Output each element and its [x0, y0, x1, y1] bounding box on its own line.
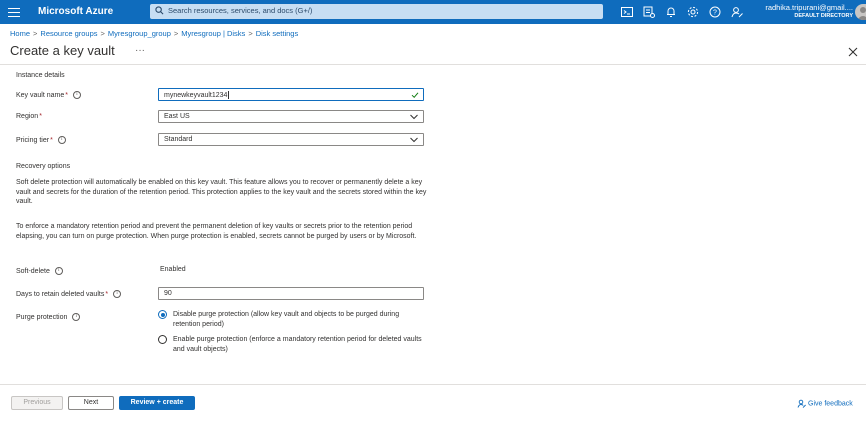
pricing-tier-value: Standard	[164, 136, 193, 143]
radio-unselected-icon[interactable]	[158, 335, 167, 344]
footer-divider	[0, 384, 866, 385]
required-marker: *	[65, 91, 68, 99]
radio-selected-icon[interactable]	[158, 310, 167, 319]
required-marker: *	[50, 136, 53, 144]
pricing-tier-dropdown[interactable]	[158, 133, 424, 146]
account-directory: DEFAULT DIRECTORY	[794, 13, 853, 19]
info-icon[interactable]: i	[55, 267, 63, 275]
page-title: Create a key vault	[10, 43, 115, 58]
portal-menu-icon[interactable]	[8, 5, 20, 19]
search-icon	[155, 6, 164, 15]
region-label-text: Region	[16, 113, 39, 120]
key-vault-name-value	[164, 91, 229, 99]
cloud-shell-icon[interactable]	[620, 5, 634, 19]
breadcrumb-home[interactable]: Home	[10, 29, 31, 38]
key-vault-name-label-text: Key vault name	[16, 91, 65, 99]
key-vault-name-text: mynewkeyvault1234	[164, 91, 228, 99]
avatar[interactable]	[855, 4, 866, 20]
next-button[interactable]: Next	[68, 396, 114, 410]
give-feedback-label: Give feedback	[808, 400, 853, 408]
key-vault-name-input[interactable]	[158, 88, 424, 101]
brand-name[interactable]: Microsoft Azure	[38, 6, 114, 17]
required-marker: *	[39, 113, 42, 120]
region-dropdown[interactable]	[158, 110, 424, 123]
recovery-options-heading: Recovery options	[16, 163, 71, 170]
retention-days-label	[16, 290, 121, 298]
svg-text:?: ?	[713, 9, 717, 17]
breadcrumb-separator: >	[173, 29, 179, 38]
settings-icon[interactable]	[686, 5, 700, 19]
info-icon[interactable]: i	[58, 136, 66, 144]
breadcrumb-disk-settings[interactable]: Disk settings	[255, 29, 299, 38]
required-marker: *	[105, 290, 109, 298]
directory-filter-icon[interactable]	[642, 5, 656, 19]
purge-protection-label-text: Purge protection	[16, 313, 68, 321]
top-navigation-bar	[0, 0, 866, 24]
retention-days-value: 90	[164, 290, 172, 297]
purge-option-disable-label: Disable purge protection (allow key vault and objects to be purged during retention period)	[173, 311, 400, 328]
key-vault-name-label	[16, 91, 81, 99]
text-cursor	[228, 91, 229, 99]
account-menu[interactable]	[758, 3, 853, 19]
breadcrumb-separator: >	[33, 29, 38, 38]
instance-details-heading: Instance details	[16, 72, 65, 79]
retention-days-label-text: Days to retain deleted vaults	[16, 290, 105, 298]
more-options-button[interactable]: ···	[135, 45, 145, 56]
feedback-person-icon	[797, 399, 806, 408]
previous-button[interactable]: Previous	[11, 396, 63, 410]
global-search-input[interactable]	[150, 4, 603, 19]
info-icon[interactable]: i	[113, 290, 121, 298]
retention-days-input[interactable]	[158, 287, 424, 300]
chevron-down-icon	[410, 137, 418, 143]
info-icon[interactable]: i	[73, 91, 81, 99]
breadcrumb-separator: >	[248, 29, 253, 38]
region-label	[16, 113, 42, 120]
purge-protection-label	[16, 313, 80, 321]
soft-delete-label	[16, 267, 63, 275]
soft-delete-value: Enabled	[160, 266, 186, 273]
notifications-icon[interactable]	[664, 5, 678, 19]
pricing-tier-label-text: Pricing tier	[16, 136, 50, 144]
check-icon	[411, 91, 419, 99]
info-icon[interactable]: i	[72, 313, 80, 321]
soft-delete-description: Soft delete protection will automatically be enabled on this key vault. This feature allows you to recover or permanently delete a key vault and secrets for the duration of the retention period. This protection applies to the key vault and the secrets stored within the key vault.	[16, 179, 427, 205]
chevron-down-icon	[410, 114, 418, 120]
breadcrumb-disks[interactable]: Myresgroup | Disks	[181, 29, 246, 38]
review-create-button[interactable]: Review + create	[119, 396, 195, 410]
breadcrumb-separator: >	[100, 29, 105, 38]
breadcrumb	[10, 29, 298, 38]
search-placeholder: Search resources, services, and docs (G+/)	[168, 6, 313, 15]
feedback-icon[interactable]	[730, 5, 744, 19]
header-divider	[0, 64, 866, 65]
help-icon[interactable]	[708, 5, 722, 19]
region-value: East US	[164, 113, 190, 120]
account-user: radhika.tripurani@gmail....	[765, 3, 853, 12]
breadcrumb-resource-group[interactable]: Myresgroup_group	[107, 29, 171, 38]
pricing-tier-label	[16, 136, 66, 144]
soft-delete-label-text: Soft-delete	[16, 267, 50, 275]
breadcrumb-resource-groups[interactable]: Resource groups	[40, 29, 98, 38]
close-icon[interactable]	[848, 47, 858, 57]
user-avatar-icon	[855, 4, 866, 20]
purge-option-enable-label: Enable purge protection (enforce a mandatory retention period for deleted vaults and vault objects)	[173, 336, 422, 353]
purge-protection-description: To enforce a mandatory retention period and prevent the permanent deletion of key vaults or secrets prior to the retention period elapsing, you can turn on purge protection. When purge protection is enabled, secrets cannot be purged by users or by Microsoft.	[16, 223, 417, 240]
give-feedback-link[interactable]	[797, 399, 853, 408]
